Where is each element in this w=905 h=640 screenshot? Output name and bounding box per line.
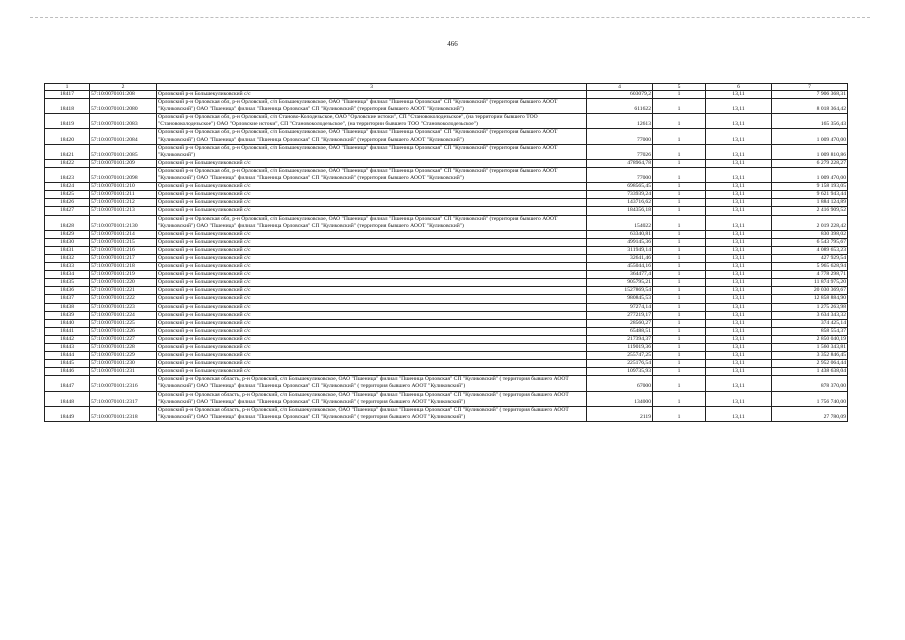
cadastral-value: 1 560 343,81: [772, 344, 848, 352]
area-value: 277219,17: [587, 311, 653, 319]
quantity: 1: [653, 335, 706, 343]
rate-value: 13,11: [706, 254, 772, 262]
row-number: 18425: [45, 191, 90, 199]
quantity: 1: [653, 159, 706, 167]
area-value: 97274,14: [587, 303, 653, 311]
cadastral-number: 57:10:0070101:228: [90, 344, 157, 352]
column-number-5: 5: [653, 84, 706, 91]
table-row: [45, 287, 848, 295]
quantity: 1: [653, 207, 706, 215]
table-row: [45, 129, 848, 144]
quantity: 1: [653, 376, 706, 391]
cadastral-number: 57:10:0070101:212: [90, 199, 157, 207]
rate-value: 13,11: [706, 230, 772, 238]
quantity: 1: [653, 360, 706, 368]
cadastral-value: 374 425,14: [772, 319, 848, 327]
location-description: Орловский р-н Большекуликовский с/с: [157, 254, 587, 262]
cadastral-value: 2 850 040,19: [772, 335, 848, 343]
cadastral-number: 57:10:0070101:211: [90, 191, 157, 199]
row-number: 18447: [45, 376, 90, 391]
cadastral-number: 57:10:0070101:219: [90, 271, 157, 279]
rate-value: 13,11: [706, 199, 772, 207]
rate-value: 13,11: [706, 335, 772, 343]
area-value: 455044,16: [587, 263, 653, 271]
row-number: 18444: [45, 352, 90, 360]
location-description: Орловский р-н Большекуликовский с/с: [157, 183, 587, 191]
cadastral-number: 57:10:0070101:225: [90, 319, 157, 327]
quantity: 1: [653, 295, 706, 303]
column-number-2: 2: [90, 84, 157, 91]
table-row: [45, 311, 848, 319]
table-row: [45, 327, 848, 335]
row-number: 18431: [45, 246, 90, 254]
cadastral-number: 57:10:0070101:222: [90, 295, 157, 303]
cadastral-number: 57:10:0070101:217: [90, 254, 157, 262]
quantity: 1: [653, 303, 706, 311]
rate-value: 13,11: [706, 303, 772, 311]
location-description: Орловский р-н Большекуликовский с/с: [157, 360, 587, 368]
quantity: 1: [653, 279, 706, 287]
table-row: [45, 183, 848, 191]
area-value: 733939,24: [587, 191, 653, 199]
location-description: Орловский р-н Большекуликовский с/с: [157, 279, 587, 287]
location-description: Орловский р-н Орловская обл, р-н Орловский, с/п Большекуликовское, ОАО "Пшеница" филиал "Пшеница Орловская" СП "Куликовский" (территория бывшего АООТ "Куликовский") ОАО "Пшеница" филиал "Пшеница Орловская" СП "Куликовский" (территория бывшего АООТ "Куликовский"): [157, 129, 587, 144]
table-row: [45, 191, 848, 199]
table-row: [45, 391, 848, 406]
column-number-1: 1: [45, 84, 90, 91]
column-number-3: 3: [157, 84, 587, 91]
cadastral-number: 57:10:0070101:210: [90, 183, 157, 191]
cadastral-value: 5 965 628,94: [772, 263, 848, 271]
cadastral-number: 57:10:0070101:2083: [90, 114, 157, 129]
row-number: 18423: [45, 167, 90, 182]
table-row: [45, 376, 848, 391]
location-description: Орловский р-н Орловская обл, р-н Орловский, с/п Большекуликовское, ОАО "Пшеница" филиал "Пшеница Орловская" СП "Куликовский" (территория бывшего АООТ "Куликовский") ОАО "Пшеница" филиал "Пшеница Орловская" СП "Куликовский" (территория бывшего АООТ "Куликовский"): [157, 215, 587, 230]
area-value: 28560,27: [587, 319, 653, 327]
table-row: [45, 246, 848, 254]
location-description: Орловский р-н Большекуликовский с/с: [157, 303, 587, 311]
rate-value: 13,11: [706, 279, 772, 287]
location-description: Орловский р-н Большекуликовский с/с: [157, 295, 587, 303]
area-value: 499145,36: [587, 238, 653, 246]
column-number-7: 7: [772, 84, 848, 91]
rate-value: 13,11: [706, 144, 772, 159]
location-description: Орловский р-н Орловская обл, р-н Орловский, с/п Большекуликовское, ОАО "Пшеница" филиал "Пшеница Орловская" СП "Куликовский" (территория бывшего АООТ "Куликовский") ОАО "Пшеница" филиал "Пшеница Орловская" СП "Куликовский" (территория бывшего АООТ "Куликовский"): [157, 99, 587, 114]
table-row: [45, 254, 848, 262]
row-number: 18443: [45, 344, 90, 352]
cadastral-register-table: [44, 83, 848, 422]
row-number: 18449: [45, 406, 90, 421]
cadastral-number: 57:10:0070101:215: [90, 238, 157, 246]
rate-value: 13,11: [706, 311, 772, 319]
quantity: 1: [653, 191, 706, 199]
cadastral-value: 11 874 975,20: [772, 279, 848, 287]
cadastral-number: 57:10:0070101:216: [90, 246, 157, 254]
area-value: 63340,81: [587, 230, 653, 238]
cadastral-value: 9 158 193,05: [772, 183, 848, 191]
cadastral-number: 57:10:0070101:218: [90, 263, 157, 271]
quantity: 1: [653, 287, 706, 295]
column-number-4: 4: [587, 84, 653, 91]
location-description: Орловский р-н Большекуликовский с/с: [157, 344, 587, 352]
location-description: Орловский р-н Орловская обл, р-н Орловский, с/п Большекуликовское, ОАО "Пшеница" филиал "Пшеница Орловская" СП "Куликовский" (территория бывшего АООТ "Куликовский"): [157, 144, 587, 159]
cadastral-value: 2 019 228,42: [772, 215, 848, 230]
rate-value: 13,11: [706, 327, 772, 335]
area-value: 12613: [587, 114, 653, 129]
cadastral-value: 1 009 810,86: [772, 144, 848, 159]
table-row: [45, 263, 848, 271]
location-description: Орловский р-н Большекуликовский с/с: [157, 352, 587, 360]
quantity: 1: [653, 263, 706, 271]
cadastral-value: 2 952 064,44: [772, 360, 848, 368]
rate-value: 13,11: [706, 191, 772, 199]
location-description: Орловский р-н Большекуликовский с/с: [157, 207, 587, 215]
table-row: [45, 167, 848, 182]
quantity: 1: [653, 114, 706, 129]
cadastral-value: 4 778 298,71: [772, 271, 848, 279]
location-description: Орловский р-н Большекуликовский с/с: [157, 271, 587, 279]
cadastral-value: 1 275 263,98: [772, 303, 848, 311]
scan-artifact-line: [30, 17, 870, 19]
cadastral-number: 57:10:0070101:231: [90, 368, 157, 376]
quantity: 1: [653, 368, 706, 376]
area-value: 77000: [587, 129, 653, 144]
rate-value: 13,11: [706, 114, 772, 129]
row-number: 18448: [45, 391, 90, 406]
rate-value: 13,11: [706, 295, 772, 303]
cadastral-value: 9 621 943,44: [772, 191, 848, 199]
cadastral-number: 57:10:0070101:2317: [90, 391, 157, 406]
quantity: 1: [653, 344, 706, 352]
cadastral-number: 57:10:0070101:230: [90, 360, 157, 368]
area-value: 143716,62: [587, 199, 653, 207]
area-value: 119019,36: [587, 344, 653, 352]
table-row: [45, 368, 848, 376]
cadastral-value: 7 906 368,31: [772, 91, 848, 99]
row-number: 18435: [45, 279, 90, 287]
table-row: [45, 352, 848, 360]
area-value: 364477,4: [587, 271, 653, 279]
row-number: 18441: [45, 327, 90, 335]
area-value: 255747,25: [587, 352, 653, 360]
cadastral-value: 1 438 638,04: [772, 368, 848, 376]
cadastral-number: 57:10:0070101:2318: [90, 406, 157, 421]
rate-value: 13,11: [706, 391, 772, 406]
table-row: [45, 91, 848, 99]
quantity: 1: [653, 319, 706, 327]
row-number: 18433: [45, 263, 90, 271]
rate-value: 13,11: [706, 207, 772, 215]
quantity: 1: [653, 230, 706, 238]
location-description: Орловский р-н Большекуликовский с/с: [157, 159, 587, 167]
area-value: 154022: [587, 215, 653, 230]
table-row: [45, 144, 848, 159]
location-description: Орловский р-н Большекуликовский с/с: [157, 327, 587, 335]
table-row: [45, 319, 848, 327]
area-value: 134000: [587, 391, 653, 406]
cadastral-number: 57:10:0070101:208: [90, 91, 157, 99]
area-value: 611622: [587, 99, 653, 114]
quantity: 1: [653, 406, 706, 421]
cadastral-number: 57:10:0070101:2085: [90, 144, 157, 159]
area-value: 109735,93: [587, 368, 653, 376]
cadastral-number: 57:10:0070101:226: [90, 327, 157, 335]
row-number: 18432: [45, 254, 90, 262]
cadastral-number: 57:10:0070101:213: [90, 207, 157, 215]
area-value: 217394,37: [587, 335, 653, 343]
cadastral-value: 3 352 846,45: [772, 352, 848, 360]
rate-value: 13,11: [706, 271, 772, 279]
location-description: Орловский р-н Орловская область, р-н Орловский, с/п Большекуликовское, ОАО "Пшеница" филиал "Пшеница Орловская" СП "Куликовский" ( территория бывшего АООТ "Куликовский") ОАО "Пшеница" филиал "Пшеница Орловская" СП "Куликовский" ( территория бывшего АООТ "Куликовский"): [157, 406, 587, 421]
area-value: 225176,54: [587, 360, 653, 368]
area-value: 980845,53: [587, 295, 653, 303]
row-number: 18417: [45, 91, 90, 99]
table-row: [45, 230, 848, 238]
rate-value: 13,11: [706, 376, 772, 391]
page-number: 466: [447, 40, 458, 48]
location-description: Орловский р-н Орловская область, р-н Орловский, с/п Большекуликовское, ОАО "Пшеница" филиал "Пшеница Орловская" СП "Куликовский" ( территория бывшего АООТ "Куликовский") ОАО "Пшеница" филиал "Пшеница Орловская" СП "Куликовский" ( территория бывшего АООТ "Куликовский"): [157, 376, 587, 391]
quantity: 1: [653, 246, 706, 254]
cadastral-value: 2 416 909,52: [772, 207, 848, 215]
rate-value: 13,11: [706, 99, 772, 114]
row-number: 18446: [45, 368, 90, 376]
row-number: 18420: [45, 129, 90, 144]
area-value: 2119: [587, 406, 653, 421]
table-row: [45, 207, 848, 215]
cadastral-value: 878 370,00: [772, 376, 848, 391]
cadastral-number: 57:10:0070101:2080: [90, 99, 157, 114]
area-value: 184356,18: [587, 207, 653, 215]
location-description: Орловский р-н Орловская область, р-н Орловский, с/п Большекуликовское, ОАО "Пшеница" филиал "Пшеница Орловская" СП "Куликовский" ( территория бывшего АООТ "Куликовский") ОАО "Пшеница" филиал "Пшеница Орловская" СП "Куликовский" ( территория бывшего АООТ "Куликовский"): [157, 391, 587, 406]
quantity: 1: [653, 254, 706, 262]
quantity: 1: [653, 91, 706, 99]
table-row: [45, 303, 848, 311]
table-row: [45, 295, 848, 303]
location-description: Орловский р-н Большекуликовский с/с: [157, 91, 587, 99]
location-description: Орловский р-н Большекуликовский с/с: [157, 238, 587, 246]
row-number: 18427: [45, 207, 90, 215]
row-number: 18419: [45, 114, 90, 129]
location-description: Орловский р-н Большекуликовский с/с: [157, 230, 587, 238]
quantity: 1: [653, 129, 706, 144]
rate-value: 13,11: [706, 319, 772, 327]
row-number: 18439: [45, 311, 90, 319]
quantity: 1: [653, 215, 706, 230]
rate-value: 13,11: [706, 360, 772, 368]
header-row: [45, 84, 848, 91]
rate-value: 13,11: [706, 91, 772, 99]
row-number: 18418: [45, 99, 90, 114]
row-number: 18428: [45, 215, 90, 230]
row-number: 18421: [45, 144, 90, 159]
table-row: [45, 99, 848, 114]
location-description: Орловский р-н Большекуликовский с/с: [157, 263, 587, 271]
quantity: 1: [653, 238, 706, 246]
table-row: [45, 406, 848, 421]
cadastral-number: 57:10:0070101:209: [90, 159, 157, 167]
location-description: Орловский р-н Орловская обл, р-н Орловский, с/п Большекуликовское, ОАО "Пшеница" филиал "Пшеница Орловская" СП "Куликовский" (территория бывшего АООТ "Куликовский") ОАО "Пшеница" филиал "Пшеница Орловская" СП "Куликовский" (территория бывшего АООТ "Куликовский"): [157, 167, 587, 182]
rate-value: 13,11: [706, 183, 772, 191]
cadastral-value: 8 018 364,42: [772, 99, 848, 114]
rate-value: 13,11: [706, 352, 772, 360]
rate-value: 13,11: [706, 246, 772, 254]
quantity: 1: [653, 183, 706, 191]
row-number: 18434: [45, 271, 90, 279]
quantity: 1: [653, 327, 706, 335]
area-value: 1527869,54: [587, 287, 653, 295]
quantity: 1: [653, 199, 706, 207]
table-row: [45, 271, 848, 279]
quantity: 1: [653, 99, 706, 114]
cadastral-value: 1 756 740,00: [772, 391, 848, 406]
quantity: 1: [653, 352, 706, 360]
cadastral-value: 1 884 124,89: [772, 199, 848, 207]
area-value: 478964,78: [587, 159, 653, 167]
cadastral-value: 6 543 795,67: [772, 238, 848, 246]
table-row: [45, 279, 848, 287]
cadastral-value: 12 858 884,90: [772, 295, 848, 303]
row-number: 18430: [45, 238, 90, 246]
row-number: 18422: [45, 159, 90, 167]
area-value: 603079,2: [587, 91, 653, 99]
cadastral-value: 1 009 470,00: [772, 129, 848, 144]
area-value: 65488,51: [587, 327, 653, 335]
column-number-6: 6: [706, 84, 772, 91]
cadastral-value: 6 279 228,27: [772, 159, 848, 167]
cadastral-number: 57:10:0070101:2316: [90, 376, 157, 391]
cadastral-value: 20 030 369,67: [772, 287, 848, 295]
cadastral-number: 57:10:0070101:2084: [90, 129, 157, 144]
table-row: [45, 114, 848, 129]
cadastral-value: 27 780,09: [772, 406, 848, 421]
cadastral-number: 57:10:0070101:229: [90, 352, 157, 360]
cadastral-number: 57:10:0070101:2098: [90, 167, 157, 182]
cadastral-value: 1 009 470,00: [772, 167, 848, 182]
rate-value: 13,11: [706, 159, 772, 167]
quantity: 1: [653, 391, 706, 406]
area-value: 77000: [587, 167, 653, 182]
row-number: 18440: [45, 319, 90, 327]
rate-value: 13,11: [706, 368, 772, 376]
area-value: 698565,45: [587, 183, 653, 191]
cadastral-number: 57:10:0070101:2130: [90, 215, 157, 230]
cadastral-value: 830 398,02: [772, 230, 848, 238]
area-value: 905795,21: [587, 279, 653, 287]
table-row: [45, 238, 848, 246]
table-row: [45, 360, 848, 368]
area-value: 32641,46: [587, 254, 653, 262]
area-value: 77026: [587, 144, 653, 159]
quantity: 1: [653, 271, 706, 279]
table-row: [45, 199, 848, 207]
cadastral-number: 57:10:0070101:227: [90, 335, 157, 343]
location-description: Орловский р-н Орловская обл, р-н Орловский, с/п Станово-Колодезьское, ОАО "Орловские истоки", СП "Становоколодезьское", (на территории бывшего ТОО "Становоколодезьское") ОАО "Орловские истоки", СП "Становоколодезьское", (на территории бывшего ТОО "Становоколодезьское"): [157, 114, 587, 129]
rate-value: 13,11: [706, 215, 772, 230]
cadastral-number: 57:10:0070101:221: [90, 287, 157, 295]
area-value: 311949,14: [587, 246, 653, 254]
table-row: [45, 344, 848, 352]
row-number: 18424: [45, 183, 90, 191]
table-row: [45, 159, 848, 167]
table-row: [45, 215, 848, 230]
rate-value: 13,11: [706, 263, 772, 271]
rate-value: 13,11: [706, 238, 772, 246]
location-description: Орловский р-н Большекуликовский с/с: [157, 319, 587, 327]
cadastral-number: 57:10:0070101:223: [90, 303, 157, 311]
table-row: [45, 335, 848, 343]
rate-value: 13,11: [706, 287, 772, 295]
quantity: 1: [653, 144, 706, 159]
cadastral-value: 165 356,43: [772, 114, 848, 129]
row-number: 18437: [45, 295, 90, 303]
area-value: 67000: [587, 376, 653, 391]
row-number: 18436: [45, 287, 90, 295]
cadastral-value: 858 554,37: [772, 327, 848, 335]
row-number: 18429: [45, 230, 90, 238]
rate-value: 13,11: [706, 129, 772, 144]
row-number: 18442: [45, 335, 90, 343]
location-description: Орловский р-н Большекуликовский с/с: [157, 246, 587, 254]
quantity: 1: [653, 311, 706, 319]
rate-value: 13,11: [706, 344, 772, 352]
location-description: Орловский р-н Большекуликовский с/с: [157, 311, 587, 319]
rate-value: 13,11: [706, 167, 772, 182]
cadastral-number: 57:10:0070101:224: [90, 311, 157, 319]
cadastral-value: 427 929,54: [772, 254, 848, 262]
location-description: Орловский р-н Большекуликовский с/с: [157, 199, 587, 207]
cadastral-number: 57:10:0070101:214: [90, 230, 157, 238]
location-description: Орловский р-н Большекуликовский с/с: [157, 368, 587, 376]
cadastral-number: 57:10:0070101:220: [90, 279, 157, 287]
row-number: 18445: [45, 360, 90, 368]
location-description: Орловский р-н Большекуликовский с/с: [157, 335, 587, 343]
quantity: 1: [653, 167, 706, 182]
rate-value: 13,11: [706, 406, 772, 421]
cadastral-value: 4 089 653,23: [772, 246, 848, 254]
location-description: Орловский р-н Большекуликовский с/с: [157, 191, 587, 199]
row-number: 18426: [45, 199, 90, 207]
location-description: Орловский р-н Большекуликовский с/с: [157, 287, 587, 295]
cadastral-value: 3 634 343,32: [772, 311, 848, 319]
row-number: 18438: [45, 303, 90, 311]
